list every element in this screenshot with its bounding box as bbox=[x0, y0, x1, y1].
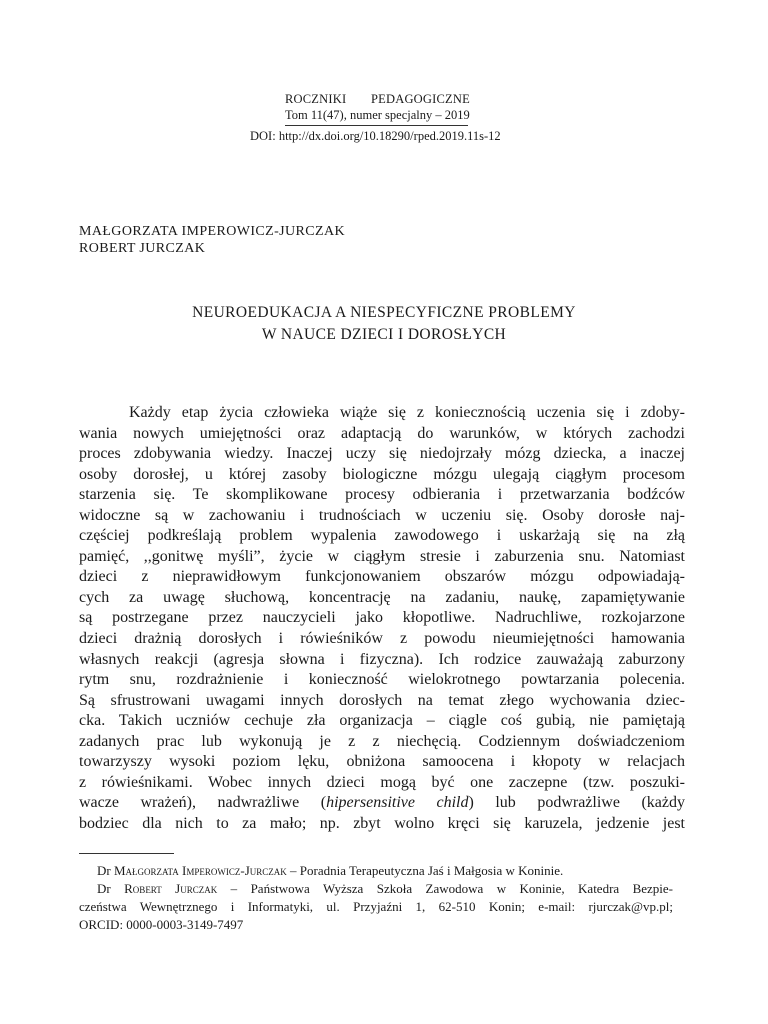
body-line: Są sfrustrowani uwagami innych dorosłych na temat złego wychowania dziec- bbox=[79, 691, 685, 709]
title-line-1: NEUROEDUKACJA A NIESPECYFICZNE PROBLEMY bbox=[192, 304, 576, 321]
body-line: proces zdobywania wiedzy. Inaczej uczy się niedojrzały mózg dziecka, a inaczej bbox=[79, 445, 685, 463]
footnote-2-text: – Państwowa Wyższa Szkoła Zawodowa w Koninie, Katedra Bezpie- bbox=[217, 881, 674, 896]
body-paragraph bbox=[79, 403, 685, 834]
body-line: widoczne są w zachowaniu i trudnościach w uczeniu się. Osoby dorosłe naj- bbox=[79, 506, 685, 524]
footnote-1-author: Małgorzata Imperowicz-Jurczak bbox=[113, 863, 287, 878]
body-line: wania nowych umiejętności oraz adaptacją do warunków, w których zachodzi bbox=[79, 424, 685, 442]
footnote-2-orcid: ORCID: 0000-0003-3149-7497 bbox=[79, 917, 244, 932]
body-line: Każdy etap życia człowieka wiąże się z koniecznością uczenia się i zdoby- bbox=[129, 404, 685, 421]
footnote-2-line-2: czeństwa Wewnętrznego i Informatyki, ul. Przyjaźni 1, 62-510 Konin; e-mail: rjurczak@vp.pl; bbox=[79, 899, 673, 914]
body-line: są postrzegane przez nauczycieli jako kłopotliwe. Nadruchliwe, rozkojarzone bbox=[79, 609, 685, 627]
body-line: pamięć, ,,gonitwę myśli”, życie w ciągłym stresie i zaburzenia snu. Natomiast bbox=[79, 547, 685, 565]
body-line: częściej podkreślają problem wypalenia zawodowego i uskarżają się na złą bbox=[79, 527, 685, 545]
footnote-1-text: – Poradnia Terapeutyczna Jaś i Małgosia w Koninie. bbox=[286, 863, 564, 878]
body-line: dzieci drażnią dorosłych i rówieśników z powodu nieumiejętności hamowania bbox=[79, 630, 685, 648]
body-line: osoby dorosłej, u której zasoby biologiczne mózgu ulegają ciągłym procesom bbox=[79, 465, 685, 483]
footnotes bbox=[79, 862, 673, 934]
footnote-2-author: Robert Jurczak bbox=[124, 881, 218, 896]
author-1: MAŁGORZATA IMPEROWICZ-JURCZAK bbox=[79, 224, 345, 239]
footnote-1-prefix: Dr bbox=[97, 863, 114, 878]
body-line: cych za uwagę słuchową, koncentrację na zadaniu, naukę, zapamiętywanie bbox=[79, 588, 685, 606]
body-line: dzieci z nieprawidłowym funkcjonowaniem obszarów mózgu odpowiadają- bbox=[79, 568, 685, 586]
issue-info: Tom 11(47), numer specjalny – 2019 bbox=[285, 108, 470, 122]
journal-name-part2: PEDAGOGICZNE bbox=[371, 92, 470, 106]
body-line: zadanych prac lub wykonują je z z niechęcią. Codziennym doświadczeniom bbox=[79, 732, 685, 750]
header-rule bbox=[285, 125, 468, 126]
authors bbox=[79, 223, 345, 257]
title-line-2: W NAUCE DZIECI I DOROSŁYCH bbox=[261, 326, 507, 343]
body-line: towarzyszy wysoki poziom lęku, obniżona samoocena i kłopoty w relacjach bbox=[79, 753, 685, 771]
footnote-2 bbox=[79, 880, 673, 898]
body-line: własnych reakcji (agresja słowna i fizyczna). Ich rodzice zauważają zaburzony bbox=[79, 650, 685, 668]
journal-name-part1: ROCZNIKI bbox=[285, 92, 347, 106]
footnote-2-prefix: Dr bbox=[97, 881, 125, 896]
body-line: cka. Takich uczniów cechuje zła organizacja – ciągle coś gubią, nie pamiętają bbox=[79, 712, 685, 730]
footnote-rule bbox=[79, 853, 174, 854]
body-line: wacze wrażeń), nadwrażliwe (hipersensitive child) lub podwrażliwe (każdy bbox=[79, 794, 686, 812]
body-line: rytm snu, rozdrażnienie i konieczność wielokrotnego powtarzania polecenia. bbox=[79, 671, 685, 689]
body-line: bodziec dla nich to za mało; np. zbyt wolno kręci się karuzela, jedzenie jest bbox=[79, 814, 685, 832]
author-2: ROBERT JURCZAK bbox=[79, 241, 206, 256]
body-line: z rówieśnikami. Wobec innych dzieci mogą być one zaczepne (tzw. poszuki- bbox=[79, 773, 685, 791]
italic-term: hipersensitive child bbox=[326, 794, 469, 812]
doi-link[interactable]: DOI: http://dx.doi.org/10.18290/rped.2019.11s-12 bbox=[250, 129, 501, 143]
footnote-1 bbox=[79, 862, 673, 880]
body-line: starzenia się. Te skomplikowane procesy odbierania i przetwarzania bodźców bbox=[79, 486, 685, 504]
article-title bbox=[79, 302, 689, 346]
